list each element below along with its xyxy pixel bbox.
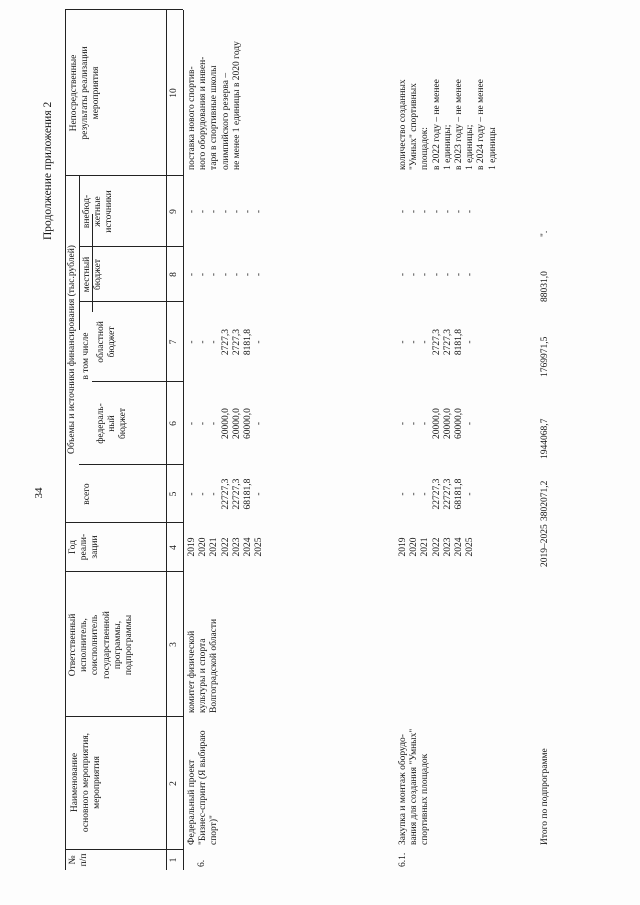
column-number-bottom-border — [183, 10, 184, 870]
total-years: 2019–2025 — [540, 524, 550, 567]
column-divider-7 — [79, 464, 183, 465]
column-divider-2 — [65, 716, 183, 717]
row-6-years: 2019 2020 2021 2022 2023 2024 2025 — [187, 537, 265, 557]
column-divider-3 — [65, 571, 183, 572]
column-number: 2 — [169, 781, 179, 786]
header-executor: Ответственный исполнитель, соисполнитель государственной программы, подпрограммы — [68, 611, 135, 679]
row-6-total: - - - 22727,3 22727,3 68181,8 - — [187, 478, 265, 510]
funding-subheader-line — [79, 176, 80, 330]
table-top-border — [65, 10, 66, 870]
continuation-label: Продолжение приложения 2 — [42, 101, 54, 240]
header-funding: Объемы и источники финансирования (тыс.рублей) — [67, 245, 77, 454]
row-6-name: Федеральный проект "Бизнес-спринт (Я выбираю спорт)" — [187, 730, 220, 845]
column-number: 3 — [169, 642, 179, 647]
header-total: всего — [82, 483, 92, 505]
header-extra: внебюд- жетные источники — [82, 190, 115, 233]
total-amount: 3802071,2 — [540, 480, 550, 521]
column-number: 5 — [169, 491, 179, 497]
row-6-1-federal: - - - 20000,0 20000,0 60000,0 - — [398, 408, 476, 439]
row-6-extra: - - - - - - - — [187, 209, 265, 214]
column-number: 4 — [169, 545, 179, 550]
header-name: Наименование основного мероприятия, мероприятия — [70, 732, 103, 833]
column-number: 9 — [169, 209, 179, 214]
column-number: 6 — [169, 421, 179, 426]
row-6-1-number: 6.1. — [398, 852, 408, 867]
header-local: местный бюджет — [82, 256, 104, 293]
header-num: № п/п — [68, 853, 90, 867]
row-6-1-years: 2019 2020 2021 2022 2023 2024 2025 — [398, 537, 476, 557]
header-bottom-border — [166, 10, 167, 870]
row-6-executor: комитет физической культуры и спорта Волгоградской области — [187, 618, 220, 713]
row-6-local: - - - - - - - — [187, 272, 265, 277]
total-federal: 1944068,7 — [540, 418, 550, 459]
row-6-result: поставка нового спортив- ного оборудования и инвен- таря в спортивные школы олимпийского резерва – не менее 1 единицы в 2020 году — [187, 41, 242, 170]
header-results: Непосредственные результаты реализации мероприятия — [69, 46, 102, 140]
column-number: 7 — [169, 339, 179, 345]
header-regional: областной бюджет — [96, 321, 118, 363]
header-year: Год реали- зации — [68, 533, 101, 561]
row-6-federal: - - - 20000,0 20000,0 60000,0 - — [187, 408, 265, 439]
row-6-regional: - - - 2727,3 2727,3 8181,8 - — [187, 328, 265, 356]
column-number: 1 — [169, 857, 179, 863]
header-federal: федераль- ный бюджет — [96, 403, 129, 444]
row-6-number: 6. — [197, 859, 207, 867]
row-6-1-total: - - - 22727,3 22727,3 68181,8 - — [398, 478, 476, 510]
total-label: Итого по подпрограмме — [540, 748, 550, 845]
row-6-1-local: - - - - - - - — [398, 272, 476, 277]
column-number: 8 — [169, 272, 179, 277]
header-in-that: в том числе — [81, 332, 91, 380]
row-6-1-extra: - - - - - - - — [398, 209, 476, 214]
row-6-1-result: количество созданных "Умных" спортивных площадок: в 2022 году – не менее 1 единицы; в 2023 году – не менее 1 единицы; в 2024 году – не менее 1 единицы — [398, 79, 498, 170]
page-number: 34 — [33, 487, 45, 499]
total-regional: 1769971,5 — [540, 336, 550, 377]
total-closing-mark: ". — [540, 230, 550, 237]
column-number: 10 — [169, 88, 179, 98]
row-6-1-regional: - - - 2727,3 2727,3 8181,8 - — [398, 328, 476, 356]
total-local: 88031,0 — [540, 271, 550, 302]
row-6-1-name: Закупка и монтаж оборудо- вания для создания "Умных" спортивных площадок — [398, 728, 431, 845]
